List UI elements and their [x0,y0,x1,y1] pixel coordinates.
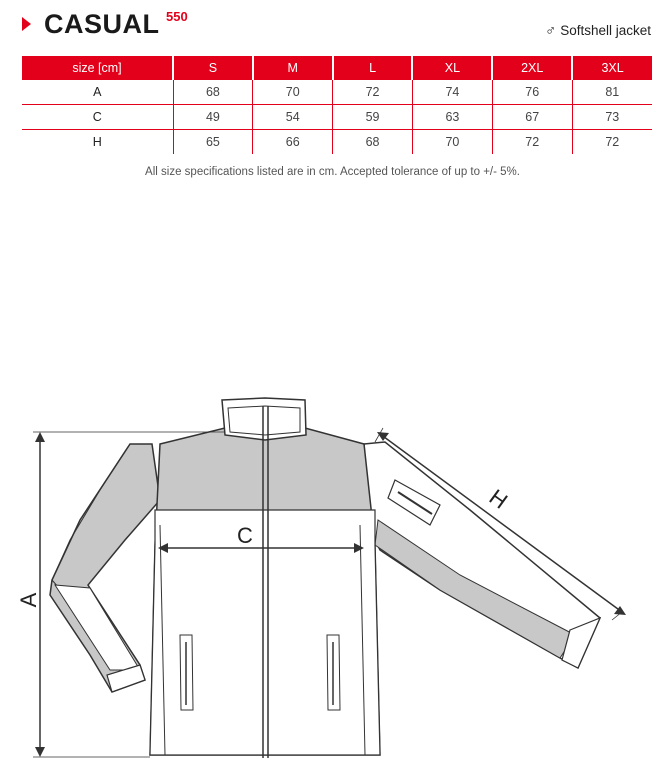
label-h: H [484,484,513,514]
jacket-body [150,398,380,758]
table-cell: 81 [572,80,652,105]
right-sleeve [364,442,600,668]
label-a: A [16,592,41,608]
size-header-cell: L [333,56,413,80]
table-cell: 67 [492,105,572,130]
left-sleeve [50,444,160,692]
table-cell: 72 [492,130,572,155]
header [0,0,665,48]
product-type [545,23,651,38]
table-cell: 73 [572,105,652,130]
size-header-cell: XL [412,56,492,80]
size-header-cell: 2XL [492,56,572,80]
table-cell: C [22,105,173,130]
table-cell: 54 [253,105,333,130]
table-cell: 68 [173,80,253,105]
table-cell: 65 [173,130,253,155]
table-cell: 70 [412,130,492,155]
size-table-header-row [22,56,652,80]
table-cell: 59 [333,105,413,130]
tolerance-note: All size specifications listed are in cm. Accepted tolerance of up to +/- 5%. [145,166,520,178]
table-row [22,80,652,105]
product-code: 550 [166,9,188,24]
table-cell: 74 [412,80,492,105]
jacket-diagram [0,380,665,780]
table-row [22,105,652,130]
male-icon: ♂ [544,22,557,39]
table-cell: 72 [572,130,652,155]
brand-name: CASUAL [44,9,160,39]
table-cell: 76 [492,80,572,105]
label-c: C [237,523,253,548]
table-cell: 63 [412,105,492,130]
size-header-cell: S [173,56,253,80]
product-type-label: Softshell jacket [560,23,651,38]
table-cell: A [22,80,173,105]
size-table [22,56,652,154]
table-cell: 72 [333,80,413,105]
table-cell: 68 [333,130,413,155]
brand-arrow-icon [22,17,31,31]
table-cell: 66 [253,130,333,155]
table-cell: 70 [253,80,333,105]
table-cell: H [92,135,102,149]
size-header-cell: size [cm] [22,56,173,80]
table-row [22,130,652,155]
table-cell: 49 [173,105,253,130]
size-header-cell: M [253,56,333,80]
size-header-cell: 3XL [572,56,652,80]
